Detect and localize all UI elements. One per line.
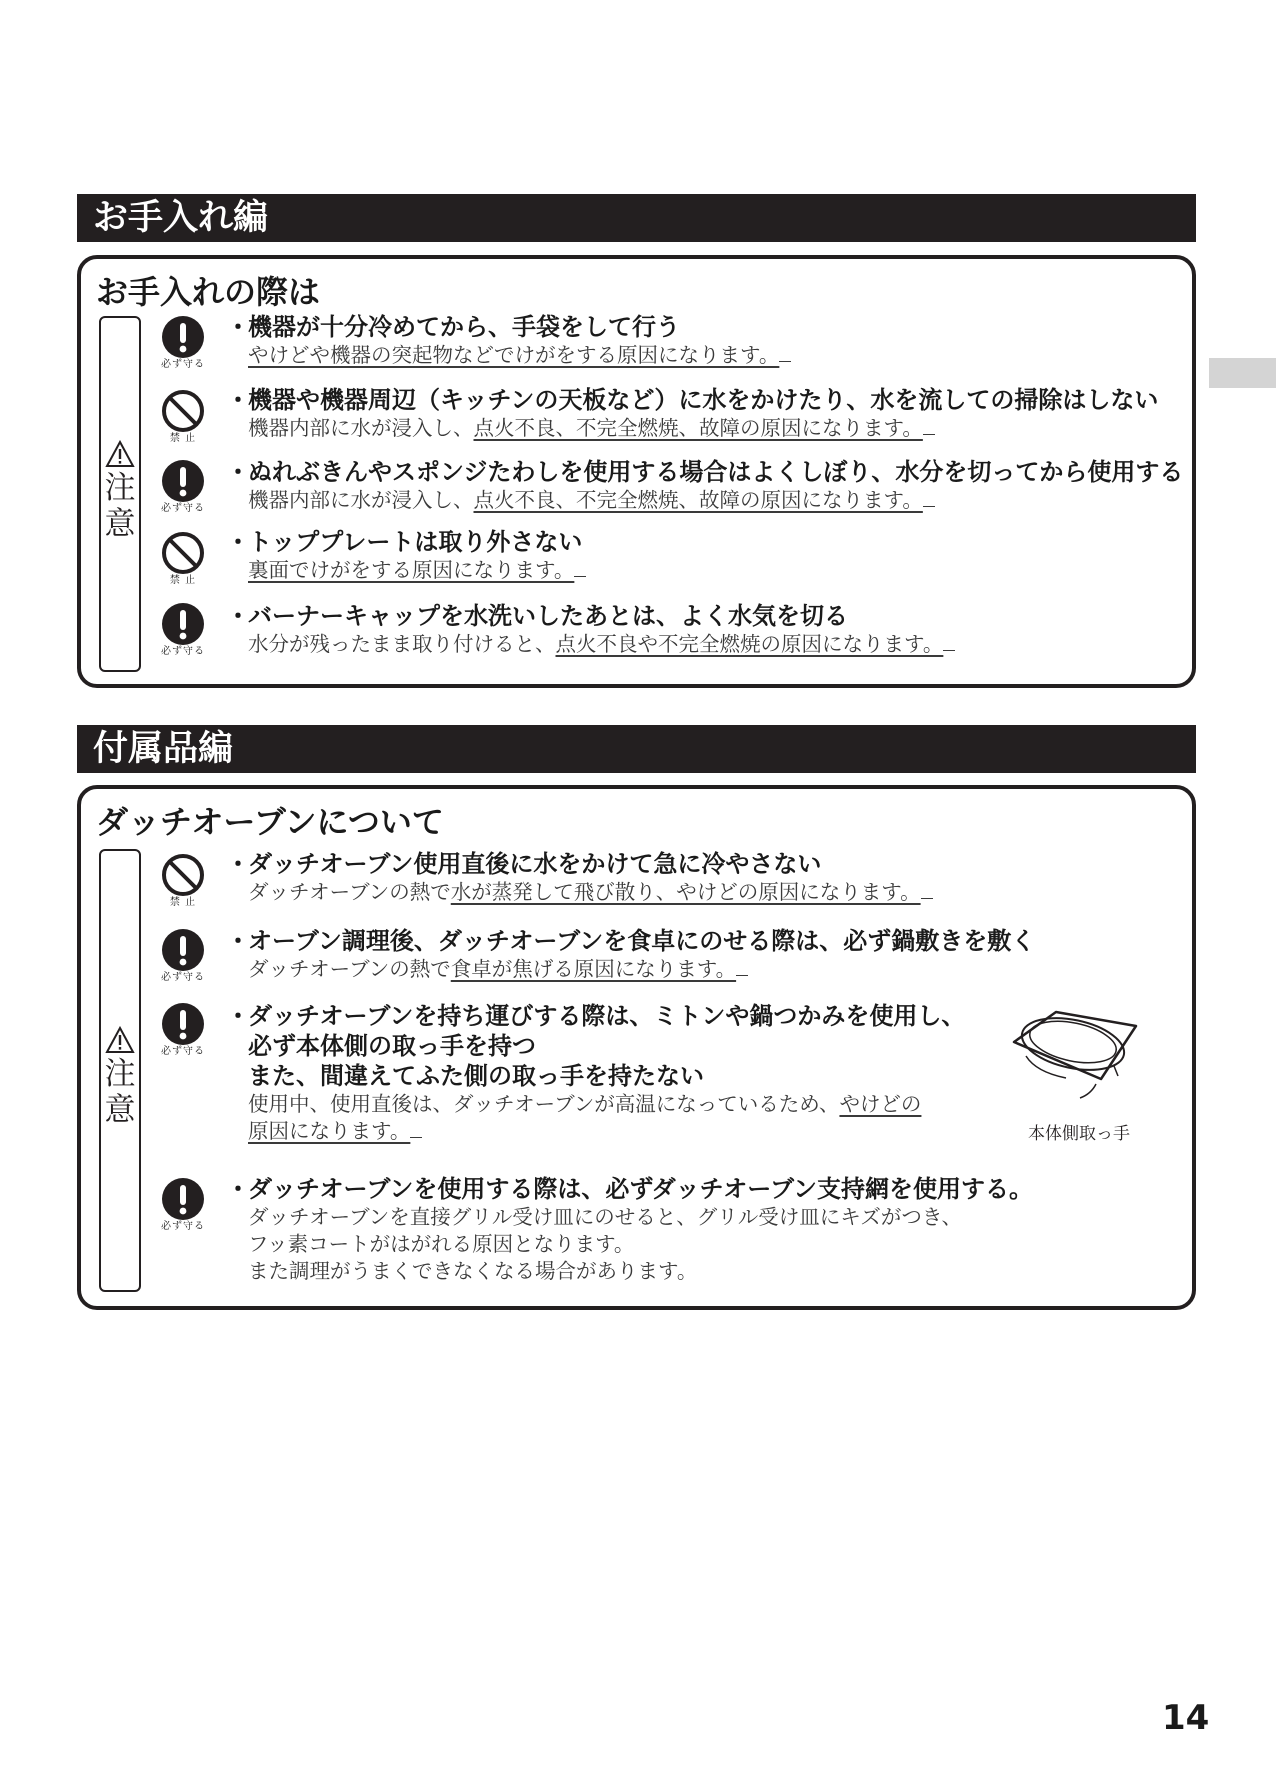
item-note: ダッチオーブンを直接グリル受け皿にのせると、グリル受け皿にキズがつき、 [248, 1205, 963, 1229]
item-heading: ダッチオーブンを使用する際は、必ずダッチオーブン支持網を使用する。 [248, 1175, 1034, 1203]
prohibited-icon [153, 389, 213, 445]
caution-char: 注 [104, 470, 136, 506]
dutch-oven-illustration [1006, 1004, 1141, 1104]
icon-caption: 必ず守る [161, 359, 205, 370]
item-note: 水分が残ったまま取り付けると、 [248, 632, 556, 656]
icon-caption: 必ず守る [161, 646, 205, 657]
mandatory-icon [153, 1177, 213, 1233]
item-note: 機器内部に水が浸入し、 [248, 488, 474, 512]
list-item: ・機器が十分冷めてから、手袋をして行う やけどや機器の突起物などでけがをする原因になります。 [226, 312, 1186, 369]
item-note-underlined: 原因になります。 [248, 1119, 411, 1143]
icon-caption: 禁 止 [169, 897, 197, 908]
mandatory-icon [153, 315, 213, 371]
page-number: 14 [1162, 1698, 1210, 1738]
caution-column [99, 849, 141, 1292]
mandatory-icon [153, 1002, 213, 1058]
list-item: ・トッププレートは取り外さない 裏面でけがをする原因になります。 [226, 527, 1186, 584]
item-note: また調理がうまくできなくなる場合があります。 [248, 1259, 698, 1283]
list-item: ・オーブン調理後、ダッチオーブンを食卓にのせる際は、必ず鍋敷きを敷く ダッチオーブンの熱で食卓が焦げる原因になります。 [226, 927, 1036, 981]
caution-column [99, 316, 141, 672]
icon-caption: 必ず守る [161, 503, 205, 514]
item-note-underlined: 食卓が焦げる原因になります。 [450, 957, 737, 981]
list-item: ・機器や機器周辺（キッチンの天板など）に水をかけたり、水を流しての掃除はしない 機器内部に水が浸入し、点火不良、不完全燃焼、故障の原因になります。 [226, 386, 1159, 440]
item-heading: ぬれぶきんやスポンジたわしを使用する場合はよくしぼり、水分を切ってから使用する [248, 458, 1184, 486]
item-heading: トッププレートは取り外さない [248, 528, 583, 556]
icon-caption: 必ず守る [161, 1046, 205, 1057]
item-heading: ダッチオーブン使用直後に水をかけて急に冷やさない [248, 850, 822, 878]
mandatory-icon [153, 602, 213, 658]
item-heading: オーブン調理後、ダッチオーブンを食卓にのせる際は、必ず鍋敷きを敷く [248, 927, 1036, 955]
item-heading: バーナーキャップを水洗いしたあとは、よく水気を切る [248, 602, 848, 630]
prohibited-icon [153, 531, 213, 587]
icon-caption: 必ず守る [161, 972, 205, 983]
dutch-oven-caution-box [77, 785, 1196, 1310]
item-note-underlined: 点火不良、不完全燃焼、故障の原因になります。 [473, 416, 923, 440]
item-note: フッ素コートがはがれる原因となります。 [248, 1232, 635, 1256]
caution-label [101, 440, 139, 542]
chapter-tab [1209, 358, 1276, 388]
box-title: ダッチオーブンについて [96, 803, 444, 841]
list-item: ・ダッチオーブンを持ち運びする際は、ミトンや鍋つかみを使用し、 必ず本体側の取っ手を持つ また、間違えてふた側の取っ手を持たない 使用中、使用直後は、ダッチオーブンが高温になっているため、やけどの 原因になります。 [226, 1001, 1186, 1145]
item-note-underlined: 点火不良、不完全燃焼、故障の原因になります。 [473, 488, 923, 512]
box-title: お手入れの際は [96, 273, 321, 311]
maintenance-caution-box [77, 255, 1196, 688]
caution-char: 意 [104, 1092, 136, 1128]
icon-caption: 禁 止 [169, 575, 197, 586]
item-note: ダッチオーブンの熱で [248, 957, 451, 981]
caution-label [101, 1026, 139, 1128]
mandatory-icon [153, 928, 213, 984]
item-note: ダッチオーブンの熱で [248, 880, 451, 904]
icon-caption: 必ず守る [161, 1221, 205, 1232]
item-heading: ダッチオーブンを持ち運びする際は、ミトンや鍋つかみを使用し、 [248, 1002, 966, 1030]
section-title-maintenance: お手入れ編 [77, 194, 1196, 242]
item-heading: 機器が十分冷めてから、手袋をして行う [248, 313, 680, 341]
section-title-accessories: 付属品編 [77, 725, 1196, 773]
illustration-label: 本体側取っ手 [1028, 1124, 1130, 1144]
list-item: ・ぬれぶきんやスポンジたわしを使用する場合はよくしぼり、水分を切ってから使用する 機器内部に水が浸入し、点火不良、不完全燃焼、故障の原因になります。 [226, 458, 1184, 512]
caution-char: 注 [104, 1056, 136, 1092]
prohibited-icon [153, 853, 213, 909]
list-item: ・バーナーキャップを水洗いしたあとは、よく水気を切る 水分が残ったまま取り付けると、点火不良や不完全燃焼の原因になります。 [226, 601, 1186, 658]
item-heading: 機器や機器周辺（キッチンの天板など）に水をかけたり、水を流しての掃除はしない [248, 386, 1159, 414]
icon-caption: 禁 止 [169, 433, 197, 444]
item-heading: 必ず本体側の取っ手を持つ [248, 1032, 536, 1060]
item-note-underlined: 裏面でけがをする原因になります。 [248, 558, 575, 582]
item-note-underlined: 点火不良や不完全燃焼の原因になります。 [555, 632, 944, 656]
item-note-underlined: やけどの [839, 1092, 922, 1116]
item-note: 使用中、使用直後は、ダッチオーブンが高温になっているため、 [248, 1092, 840, 1116]
item-note-underlined: 水が蒸発して飛び散り、やけどの原因になります。 [450, 880, 921, 904]
item-note-underlined: やけどや機器の突起物などでけがをする原因になります。 [248, 343, 780, 367]
mandatory-icon [153, 459, 213, 515]
list-item: ・ダッチオーブン使用直後に水をかけて急に冷やさない ダッチオーブンの熱で水が蒸発して飛び散り、やけどの原因になります。 [226, 849, 1186, 906]
item-note: 機器内部に水が浸入し、 [248, 416, 474, 440]
warning-triangle-icon [105, 1026, 135, 1054]
warning-triangle-icon [105, 440, 135, 468]
caution-char: 意 [104, 506, 136, 542]
item-heading: また、間違えてふた側の取っ手を持たない [248, 1062, 704, 1090]
list-item: ・ダッチオーブンを使用する際は、必ずダッチオーブン支持網を使用する。 ダッチオーブンを直接グリル受け皿にのせると、グリル受け皿にキズがつき、 フッ素コートがはがれる原因となります。 また調理がうまくできなくなる場合があります。 [226, 1174, 1186, 1285]
